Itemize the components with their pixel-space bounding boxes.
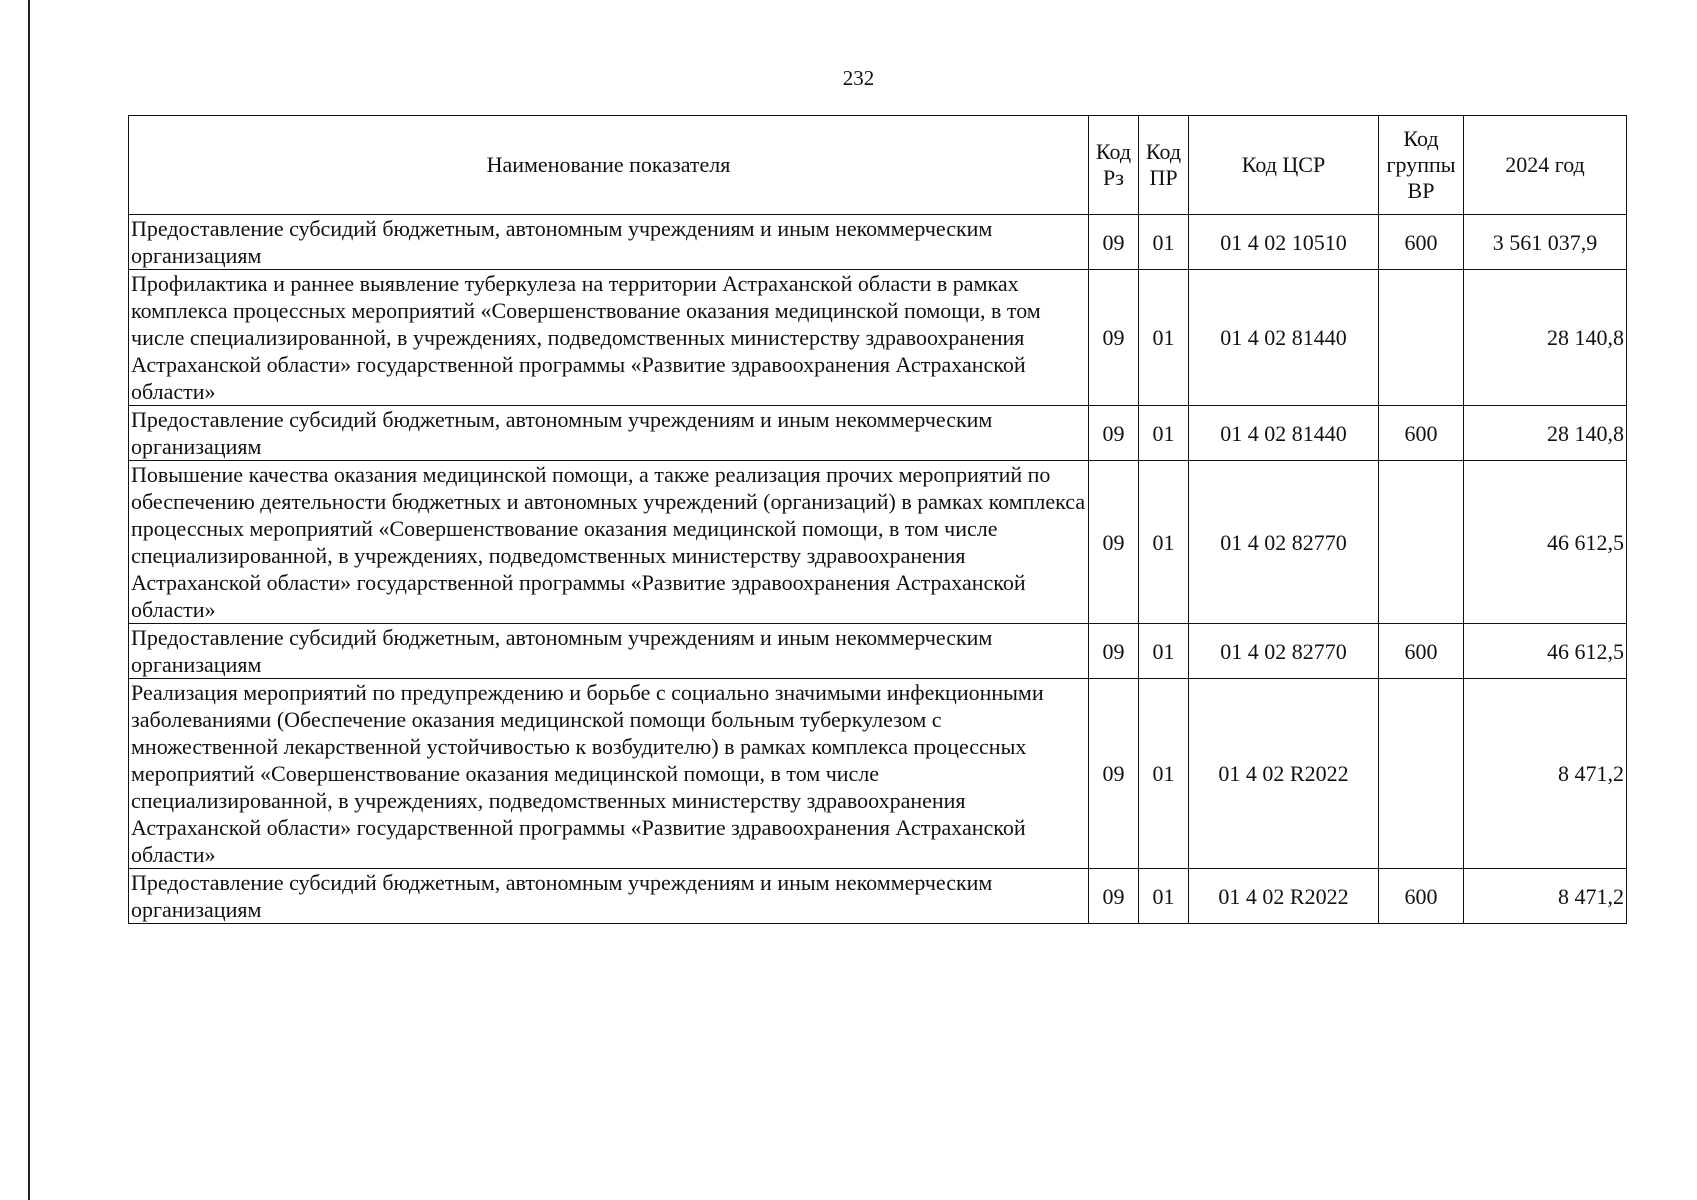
row-amount: 28 140,8 xyxy=(1464,406,1627,461)
row-amount: 3 561 037,9 xyxy=(1464,215,1627,270)
row-vr xyxy=(1379,270,1464,406)
row-pr: 01 xyxy=(1139,270,1189,406)
row-name: Предоставление субсидий бюджетным, автономным учреждениям и иным некоммерческим организациям xyxy=(129,406,1089,461)
binding-line xyxy=(28,0,30,1200)
table-row xyxy=(129,679,1627,869)
header-pr: Код ПР xyxy=(1139,116,1189,215)
row-amount: 28 140,8 xyxy=(1464,270,1627,406)
row-rz: 09 xyxy=(1089,869,1139,924)
row-name: Профилактика и раннее выявление туберкулеза на территории Астраханской области в рамках комплекса процессных мероприятий «Совершенствование оказания медицинской помощи, в том числе специализированной, в учреждениях, подведомственных министерству здравоохранения Астраханской области» государственной программы «Развитие здравоохранения Астраханской области» xyxy=(129,270,1089,406)
row-vr: 600 xyxy=(1379,215,1464,270)
row-csr: 01 4 02 82770 xyxy=(1189,461,1379,624)
row-amount: 46 612,5 xyxy=(1464,624,1627,679)
row-rz: 09 xyxy=(1089,461,1139,624)
row-rz: 09 xyxy=(1089,215,1139,270)
row-name: Реализация мероприятий по предупреждению и борьбе с социально значимыми инфекционными заболеваниями (Обеспечение оказания медицинской помощи больным туберкулезом с множественной лекарственной устойчивостью к возбудителю) в рамках комплекса процессных мероприятий «Совершенствование оказания медицинской помощи, в том числе специализированной, в учреждениях, подведомственных министерству здравоохранения Астраханской области» государственной программы «Развитие здравоохранения Астраханской области» xyxy=(129,679,1089,869)
row-csr: 01 4 02 R2022 xyxy=(1189,869,1379,924)
header-csr: Код ЦСР xyxy=(1189,116,1379,215)
row-vr: 600 xyxy=(1379,406,1464,461)
row-csr: 01 4 02 81440 xyxy=(1189,406,1379,461)
row-amount: 8 471,2 xyxy=(1464,869,1627,924)
header-rz: Код Рз xyxy=(1089,116,1139,215)
row-amount: 8 471,2 xyxy=(1464,679,1627,869)
budget-table xyxy=(128,115,1627,924)
row-pr: 01 xyxy=(1139,461,1189,624)
table-row xyxy=(129,461,1627,624)
row-amount: 46 612,5 xyxy=(1464,461,1627,624)
row-name: Повышение качества оказания медицинской помощи, а также реализация прочих мероприятий по обеспечению деятельности бюджетных и автономных учреждений (организаций) в рамках комплекса процессных мероприятий «Совершенствование оказания медицинской помощи, в том числе специализированной, в учреждениях, подведомственных министерству здравоохранения Астраханской области» государственной программы «Развитие здравоохранения Астраханской области» xyxy=(129,461,1089,624)
table-header-row xyxy=(129,116,1627,215)
row-rz: 09 xyxy=(1089,679,1139,869)
header-vr: Код группы ВР xyxy=(1379,116,1464,215)
row-pr: 01 xyxy=(1139,679,1189,869)
row-vr xyxy=(1379,679,1464,869)
row-pr: 01 xyxy=(1139,406,1189,461)
table-row xyxy=(129,270,1627,406)
row-csr: 01 4 02 R2022 xyxy=(1189,679,1379,869)
row-csr: 01 4 02 81440 xyxy=(1189,270,1379,406)
row-name: Предоставление субсидий бюджетным, автономным учреждениям и иным некоммерческим организациям xyxy=(129,624,1089,679)
row-rz: 09 xyxy=(1089,624,1139,679)
row-vr: 600 xyxy=(1379,869,1464,924)
row-pr: 01 xyxy=(1139,869,1189,924)
page-number: 232 xyxy=(842,66,875,90)
row-rz: 09 xyxy=(1089,270,1139,406)
row-csr: 01 4 02 82770 xyxy=(1189,624,1379,679)
header-name: Наименование показателя xyxy=(129,116,1089,215)
row-csr: 01 4 02 10510 xyxy=(1189,215,1379,270)
row-name: Предоставление субсидий бюджетным, автономным учреждениям и иным некоммерческим организациям xyxy=(129,215,1089,270)
row-pr: 01 xyxy=(1139,215,1189,270)
table-row xyxy=(129,624,1627,679)
row-rz: 09 xyxy=(1089,406,1139,461)
row-name: Предоставление субсидий бюджетным, автономным учреждениям и иным некоммерческим организациям xyxy=(129,869,1089,924)
table-row xyxy=(129,215,1627,270)
row-vr xyxy=(1379,461,1464,624)
header-year: 2024 год xyxy=(1464,116,1627,215)
table-row xyxy=(129,406,1627,461)
row-pr: 01 xyxy=(1139,624,1189,679)
row-vr: 600 xyxy=(1379,624,1464,679)
table-row xyxy=(129,869,1627,924)
